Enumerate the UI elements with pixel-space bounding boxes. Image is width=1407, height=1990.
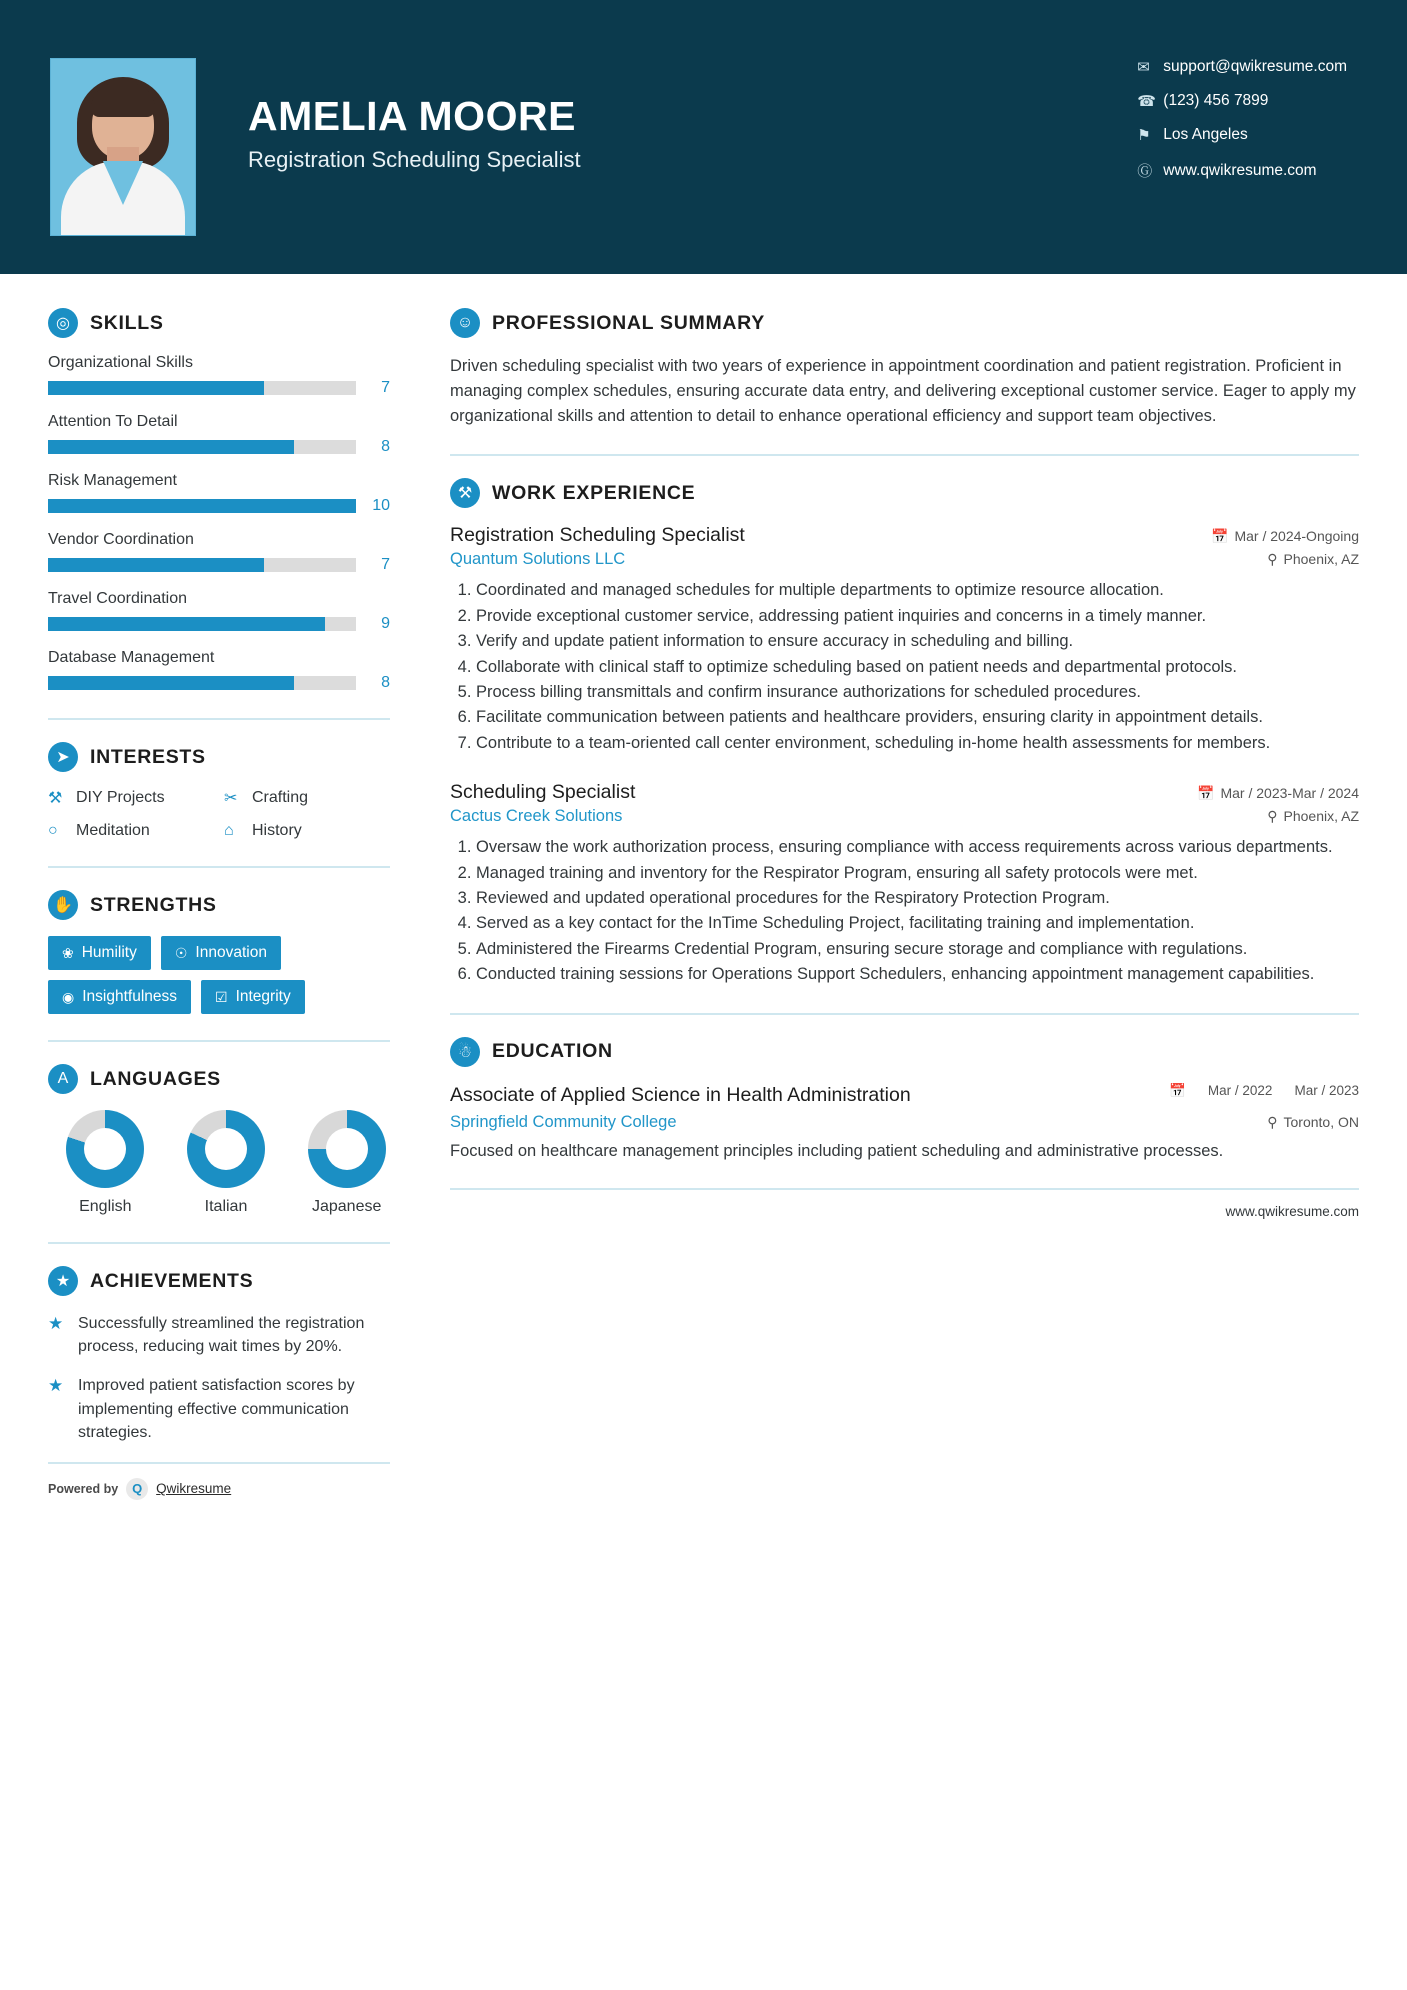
wrench-icon: ⚒ [48,790,63,807]
experience-item [450,781,1359,987]
divider [450,454,1359,456]
job-bullet: 3. Verify and update patient information to ensure accuracy in scheduling and billing. [476,630,1359,653]
job-dates: 📅 Mar / 2024-Ongoing [1211,528,1359,545]
section-title-summary: PROFESSIONAL SUMMARY [492,311,765,334]
section-work-experience [450,478,1359,986]
language-label: English [79,1198,132,1215]
hand-icon: ✋ [48,890,78,920]
job-bullet: 3. Reviewed and updated operational procedures for the Respiratory Protection Program. [476,887,1359,910]
skill-label: Risk Management [48,472,177,489]
powered-by-label: Powered by [48,1481,119,1496]
divider [48,1242,390,1244]
interest-item [224,788,390,808]
bulb-icon: ☉ [174,944,188,961]
language-donut [187,1110,265,1188]
section-title-experience: WORK EXPERIENCE [492,481,696,504]
education-description: Focused on healthcare management principles including patient scheduling and administrative processes. [450,1142,1224,1161]
section-title-education: EDUCATION [492,1040,613,1063]
language-item [183,1110,270,1216]
contact-list [1137,58,1357,197]
location-pin-icon: ⚑ [1137,127,1151,144]
divider [48,1040,390,1042]
education-start-date: Mar / 2022 [1207,1082,1273,1098]
lightbulb-icon: ◎ [48,308,78,338]
interest-label: Crafting [252,789,309,806]
contact-website-text: www.qwikresume.com [1163,161,1317,179]
skill-value: 8 [381,438,390,455]
skill-value: 8 [381,674,390,691]
skill-value: 9 [381,615,390,632]
section-title-strengths: STRENGTHS [90,893,217,916]
section-title-skills: SKILLS [90,311,164,334]
education-dates [1169,1083,1359,1100]
language-label: Italian [204,1198,248,1215]
interest-label: History [252,822,302,839]
language-item [303,1110,390,1216]
divider [48,866,390,868]
location-pin-icon: ⚲ [1267,551,1278,568]
job-bullet: 6. Conducted training sessions for Operations Support Schedulers, enhancing appointment management capabilities. [476,963,1359,986]
job-role: Scheduling Specialist [450,781,636,804]
experience-item [450,524,1359,755]
location-pin-icon: ⚲ [1267,808,1278,825]
skill-value: 7 [381,379,390,396]
achievement-item [48,1312,390,1358]
section-achievements [48,1266,390,1444]
contact-website[interactable] [1137,160,1347,181]
qwikresume-logo-icon: Q [126,1478,148,1500]
footer-website: www.qwikresume.com [450,1188,1359,1219]
summary-text: Driven scheduling specialist with two years of experience in appointment coordination and patient registration. Proficient in managing complex schedules, ensuring accurate data entry, and delivering exceptional customer service. Eager to apply my organizational skills and attention to detail to enhance operational efficiency and support team objectives. [450,357,1356,425]
language-donut [308,1110,386,1188]
strength-label: Humility [81,944,137,961]
strength-label: Integrity [235,988,291,1005]
skill-value: 10 [372,497,390,514]
star-icon: ★ [48,1314,64,1333]
education-degree: Associate of Applied Science in Health Administration [450,1083,911,1106]
skill-bar-track [48,617,356,631]
job-role: Registration Scheduling Specialist [450,524,745,547]
star-badge-icon: ★ [48,1266,78,1296]
calendar-icon: 📅 [1211,528,1229,545]
skill-item [48,649,390,692]
education-end-date: Mar / 2023 [1294,1082,1359,1098]
qwikresume-brand-link[interactable]: Qwikresume [156,1481,232,1497]
graduation-cap-icon: ☃ [450,1037,480,1067]
skill-bar-fill [48,558,264,572]
section-skills [48,308,390,692]
check-square-icon: ☑ [215,988,228,1005]
skill-item [48,590,390,633]
strength-label: Insightfulness [82,988,177,1005]
section-languages [48,1064,390,1216]
achievement-text: Successfully streamlined the registration process, reducing wait times by 20%. [78,1315,365,1356]
sidebar [0,274,430,1524]
skill-bar-fill [48,499,356,513]
contact-phone-text: (123) 456 7899 [1163,92,1269,109]
section-interests [48,742,390,840]
paper-plane-icon: ➤ [48,742,78,772]
leaf-icon: ❀ [62,944,74,961]
language-donut [66,1110,144,1188]
eye-icon: ◉ [62,988,75,1005]
contact-email-text: support@qwikresume.com [1163,58,1347,75]
star-icon: ★ [48,1376,64,1396]
skill-item [48,413,390,456]
job-bullet: 4. Served as a key contact for the InTime Scheduling Project, facilitating training and implementation. [476,912,1359,935]
job-bullet: 5. Process billing transmittals and confirm insurance authorizations for scheduled procedures. [476,681,1359,704]
job-bullet: 1. Coordinated and managed schedules for multiple departments to optimize resource allocation. [476,579,1359,602]
skill-label: Travel Coordination [48,590,188,607]
page-title: AMELIA MOORE [248,93,576,139]
contact-location [1137,126,1347,144]
job-bullet: 2. Provide exceptional customer service, addressing patient inquiries and concerns in a timely manner. [476,605,1359,628]
skill-item [48,354,390,397]
skill-item [48,472,390,515]
achievement-item [48,1374,390,1444]
skill-bar-track [48,558,356,572]
avatar [50,58,196,236]
skill-label: Vendor Coordination [48,531,194,548]
job-bullet: 4. Collaborate with clinical staff to optimize scheduling based on patient needs and departmental protocols. [476,656,1359,679]
contact-phone[interactable] [1137,92,1347,110]
skill-label: Organizational Skills [48,354,193,371]
job-bullet: 7. Contribute to a team-oriented call center environment, scheduling in-home health assessments for members. [476,732,1359,755]
bank-icon: ⌂ [224,822,234,839]
resume-header [0,0,1407,274]
skill-bar-fill [48,676,294,690]
strength-chip [161,936,281,970]
job-bullets [450,836,1359,987]
skill-bar-track [48,499,356,513]
skill-label: Database Management [48,649,215,666]
divider [48,718,390,720]
circle-icon: ○ [48,822,58,839]
divider [450,1013,1359,1015]
contact-location-text: Los Angeles [1163,126,1248,143]
location-pin-icon: ⚲ [1267,1114,1278,1131]
section-title-interests: INTERESTS [90,745,206,768]
phone-icon: ☎ [1137,93,1156,110]
skill-bar-fill [48,381,264,395]
section-professional-summary [450,308,1359,428]
calendar-icon: 📅 [1197,785,1215,802]
job-bullet: 1. Oversaw the work authorization process, ensuring compliance with access requirements across various departments. [476,836,1359,859]
user-circle-icon: ☺ [450,308,480,338]
interest-label: DIY Projects [76,789,165,806]
achievement-text: Improved patient satisfaction scores by implementing effective communication strategies. [78,1377,355,1441]
skill-bar-fill [48,617,325,631]
job-bullets [450,579,1359,755]
envelope-icon: ✉ [1137,59,1150,76]
powered-by [48,1462,390,1500]
globe-icon: Ⓖ [1137,163,1153,180]
skill-bar-track [48,676,356,690]
contact-email[interactable] [1137,58,1347,76]
interest-label: Meditation [76,822,150,839]
translate-icon: A [48,1064,78,1094]
strength-chip [201,980,305,1014]
section-title-achievements: ACHIEVEMENTS [90,1269,254,1292]
briefcase-icon: ⚒ [450,478,480,508]
calendar-icon: 📅 [1169,1082,1186,1098]
interest-item [48,788,214,808]
job-location: ⚲ Phoenix, AZ [1267,551,1359,568]
job-bullet: 5. Administered the Firearms Credential Program, ensuring secure storage and compliance with regulations. [476,938,1359,961]
job-bullet: 2. Managed training and inventory for the Respirator Program, ensuring all safety protocols were met. [476,862,1359,885]
name-block [248,58,581,173]
section-strengths [48,890,390,1014]
education-location: ⚲ Toronto, ON [1267,1114,1359,1131]
language-label: Japanese [311,1198,382,1215]
skill-item [48,531,390,574]
job-dates: 📅 Mar / 2023-Mar / 2024 [1197,785,1359,802]
skill-bar-fill [48,440,294,454]
skill-value: 7 [381,556,390,573]
education-school: Springfield Community College [450,1113,677,1132]
section-title-languages: LANGUAGES [90,1067,221,1090]
job-location: ⚲ Phoenix, AZ [1267,808,1359,825]
job-company: Cactus Creek Solutions [450,807,623,826]
interest-item [224,822,390,840]
job-company: Quantum Solutions LLC [450,550,626,569]
language-item [62,1110,149,1216]
skill-bar-track [48,381,356,395]
interest-item [48,822,214,840]
header-job-title: Registration Scheduling Specialist [248,147,581,173]
skill-bar-track [48,440,356,454]
main-column [430,274,1407,1524]
strength-chip [48,980,191,1014]
strength-label: Innovation [195,944,267,961]
job-bullet: 6. Facilitate communication between patients and healthcare providers, ensuring clarity in appointment details. [476,706,1359,729]
strength-chip [48,936,151,970]
scissors-icon: ✂ [224,790,238,807]
skill-label: Attention To Detail [48,413,178,430]
section-education [450,1037,1359,1164]
